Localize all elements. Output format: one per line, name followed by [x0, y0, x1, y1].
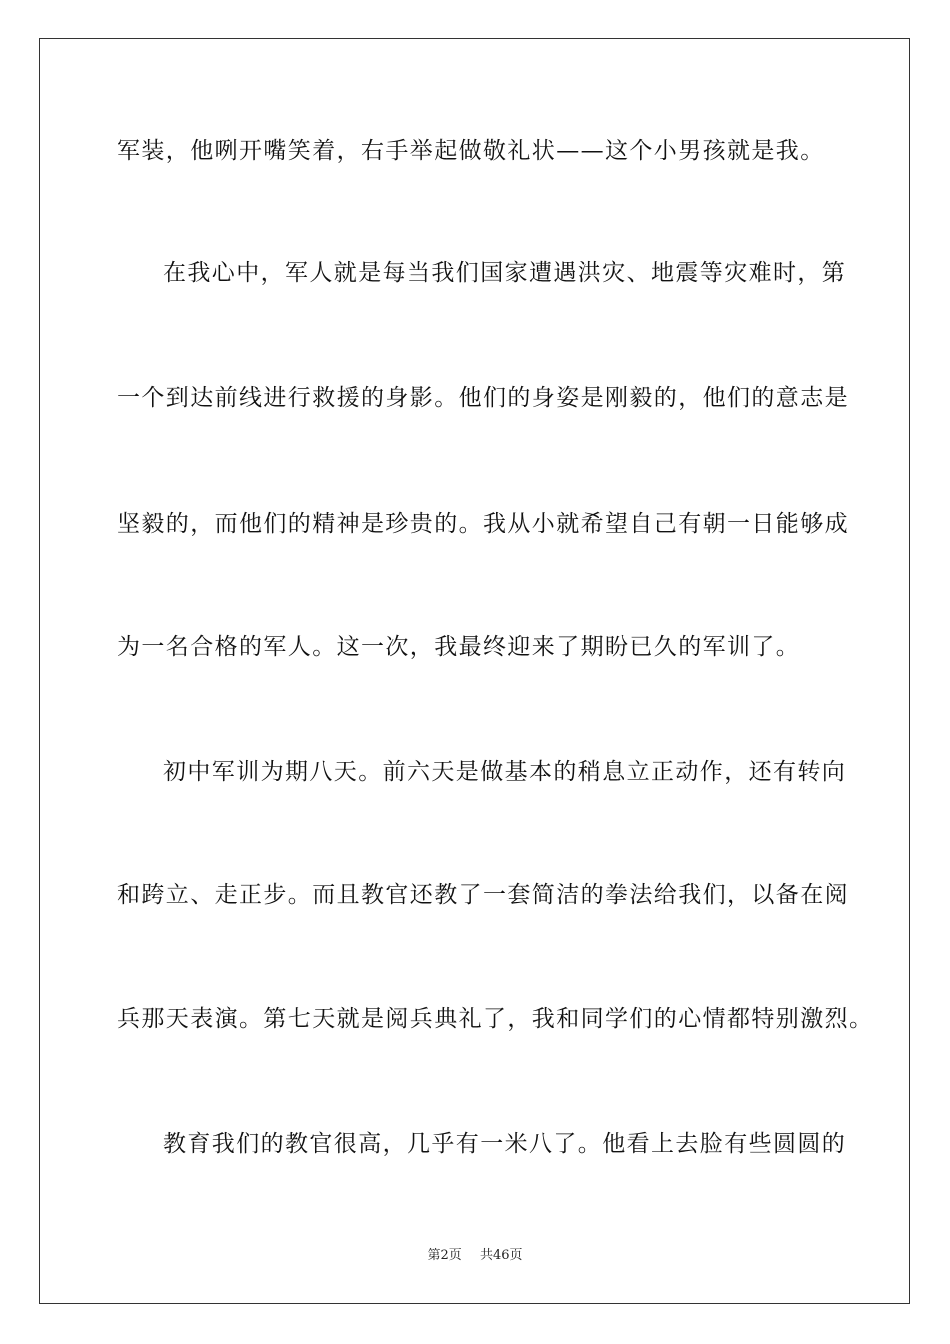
page-border — [39, 38, 910, 1304]
text-line-6: 初中军训为期八天。前六天是做基本的稍息立正动作，还有转向 — [163, 759, 847, 785]
text-line-4: 坚毅的，而他们的精神是珍贵的。我从小就希望自己有朝一日能够成 — [117, 511, 849, 537]
text-line-8: 兵那天表演。第七天就是阅兵典礼了，我和同学们的心情都特别激烈。 — [117, 1006, 874, 1032]
text-line-7: 和跨立、走正步。而且教官还教了一套简洁的拳法给我们，以备在阅 — [117, 882, 849, 908]
text-line-5: 为一名合格的军人。这一次，我最终迎来了期盼已久的军训了。 — [117, 634, 801, 660]
text-line-3: 一个到达前线进行救援的身影。他们的身姿是刚毅的，他们的意志是 — [117, 385, 849, 411]
text-line-2: 在我心中，军人就是每当我们国家遭遇洪灾、地震等灾难时，第 — [163, 260, 847, 286]
text-line-1: 军装，他咧开嘴笑着，右手举起做敬礼状——这个小男孩就是我。 — [117, 138, 825, 164]
page-number: 第2页 — [427, 1248, 462, 1263]
page-total: 共46页 — [479, 1248, 523, 1263]
page-footer — [0, 1247, 950, 1265]
text-line-9: 教育我们的教官很高，几乎有一米八了。他看上去脸有些圆圆的 — [163, 1131, 847, 1157]
